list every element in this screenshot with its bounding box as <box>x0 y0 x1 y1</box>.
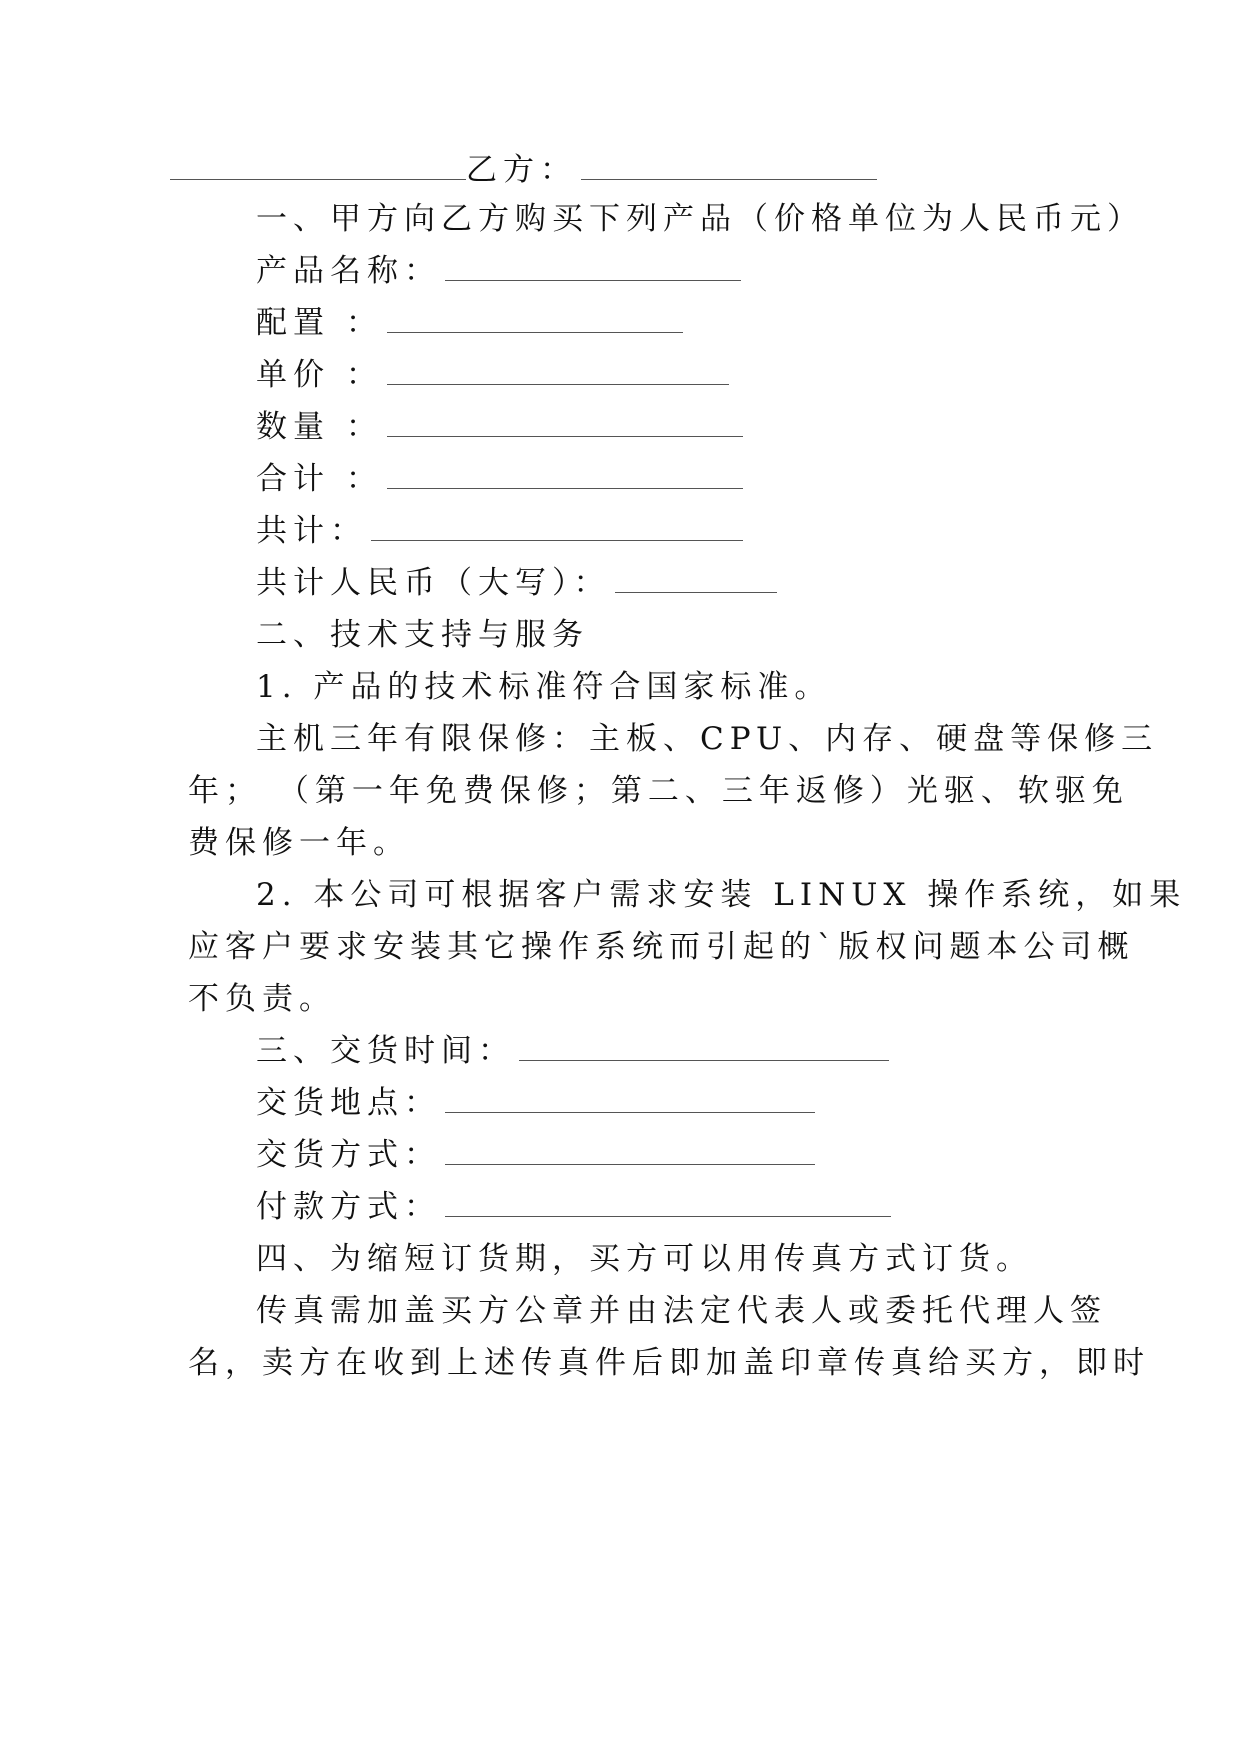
section4-heading: 四、为缩短订货期，买方可以用传真方式订货。 <box>256 1241 1033 1277</box>
field-label: 数量 ： <box>256 409 383 445</box>
warranty-line-2: 年； （第一年免费保修；第二、三年返修）光驱、软驱免 <box>188 773 1129 809</box>
field-label: 付款方式： <box>256 1189 441 1225</box>
warranty-line-1: 主机三年有限保修：主板、CPU、内存、硬盘等保修三 <box>256 721 1159 757</box>
field-product-name <box>256 251 741 291</box>
field-quantity <box>256 407 743 447</box>
field-label: 合计 ： <box>256 461 383 497</box>
party-b-blank <box>581 153 877 180</box>
field-blank <box>615 566 777 593</box>
field-total-rmb-capital <box>256 563 777 603</box>
field-label: 共计人民币（大写）： <box>256 565 611 601</box>
field-blank <box>387 462 743 489</box>
field-unit-price <box>256 355 729 395</box>
field-blank <box>445 1138 815 1165</box>
section1-heading: 一、甲方向乙方购买下列产品（价格单位为人民币元） <box>256 201 1144 237</box>
section4-line-2: 名，卖方在收到上述传真件后即加盖印章传真给买方，即时 <box>188 1345 1150 1381</box>
field-blank <box>445 1086 815 1113</box>
field-label: 单价 ： <box>256 357 383 393</box>
field-delivery-method <box>256 1135 815 1175</box>
warranty-line-3: 费保修一年。 <box>188 825 410 861</box>
field-label: 交货方式： <box>256 1137 441 1173</box>
field-payment-method <box>256 1187 891 1227</box>
field-blank <box>445 254 741 281</box>
field-subtotal <box>256 459 743 499</box>
field-configuration <box>256 303 683 343</box>
section2-heading: 二、技术支持与服务 <box>256 617 589 653</box>
field-label: 配置 ： <box>256 305 383 341</box>
field-label: 共计： <box>256 513 367 549</box>
item2-line-1: 2. 本公司可根据客户需求安装 LINUX 操作系统，如果 <box>256 877 1187 913</box>
item2-line-3: 不负责。 <box>188 981 336 1017</box>
party-line <box>170 150 877 190</box>
field-blank <box>519 1034 889 1061</box>
party-b-label: 乙方： <box>466 152 577 188</box>
field-blank <box>387 306 683 333</box>
party-a-blank <box>170 153 466 180</box>
section2-item1: 1. 产品的技术标准符合国家标准。 <box>256 669 832 705</box>
field-delivery-place <box>256 1083 815 1123</box>
field-delivery-time <box>256 1031 889 1071</box>
field-blank <box>387 358 729 385</box>
field-blank <box>371 514 743 541</box>
field-label: 产品名称： <box>256 253 441 289</box>
field-blank <box>387 410 743 437</box>
field-label: 三、交货时间： <box>256 1033 515 1069</box>
field-total <box>256 511 743 551</box>
field-label: 交货地点： <box>256 1085 441 1121</box>
field-blank <box>445 1190 891 1217</box>
section4-line-1: 传真需加盖买方公章并由法定代表人或委托代理人签 <box>256 1293 1107 1329</box>
item2-line-2: 应客户要求安装其它操作系统而引起的`版权问题本公司概 <box>188 929 1135 965</box>
